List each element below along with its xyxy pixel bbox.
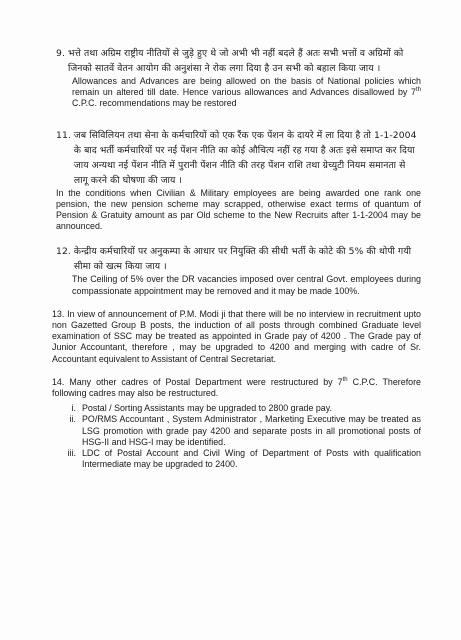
item-9-hindi-text: भत्ते तथा अग्रिम राष्ट्रीय नीतियों से जुड़े हुए थे जो अभी भी नहीं बदले हैं अतः सभी भत्तों व अग्रिमों को जिनको सातवें वेतन आयोग की अनुशंसा ने रोक लगा दिया है उन सभी को बहाल किया जाय । [67,48,404,74]
item-12 [56,244,421,296]
item-11-number: 11. [56,129,71,141]
item-9-hindi [56,46,421,76]
subitem-text: PO/RMS Accountant , System Administrator , Marketing Executive may be treated as LSG promotion with grade pay 4200 and separate posts in all promotional posts of HSG-II and HSG-I may be identified. [82,414,421,447]
item-12-english: The Ceiling of 5% over the DR vacancies imposed over central Govt. employees during compassionate appointment may be removed and it may be made 100%. [72,274,421,296]
item-12-number: 12. [56,246,71,258]
item-9-english-post: C.P.C. recommendations may be restored [72,98,237,109]
subitem-number: iii. [67,448,76,459]
item-11-english: In the conditions when Civilian & Military employees are being awarded one rank one pension, the new pension scheme may scrapped, otherwise exact terms of quantum of Pension & Gratuity amount as par Old scheme to the New Recruits after 1-1-2004 may be announced. [56,187,421,232]
item-14-text-sup: th [342,376,348,383]
item-14-subitems [58,403,421,470]
item-14 [52,377,421,471]
item-14-text [52,377,421,399]
item-12-hindi [56,244,421,274]
item-14-text-post: C.P.C. Therefore following cadres may also be restructured. [52,376,421,399]
item-11-hindi-text: जब सिविलियन तथा सेना के कर्मचारियों को एक रैंक एक पेंशन के दायरे में ला दिया है तो 1-1-2004 के बाद भर्ती कर्मचारियों पर नई पेंशन नीति का कोई औचित्य नहीं रह गया है अतः इसे समाप्त कर दिया जाय अन्यथा नई पेंशन नीति में पुरानी पेंशन नीति की तरह पेंशन राशि तथा ग्रेच्युटी नियम समानता से लागू करने की घोषणा की जाय । [73,129,417,186]
item-9 [56,46,421,110]
subitem-number: i. [71,403,76,414]
item-9-number: 9. [56,48,65,59]
item-13 [52,309,421,365]
list-item [58,448,421,470]
subitem-number: ii. [69,414,76,425]
list-item [58,414,421,448]
item-11 [56,128,421,233]
list-item [58,403,421,414]
item-14-text-pre: 14. Many other cadres of Postal Department were restructured by 7 [52,376,343,387]
item-13-text: 13. In view of announcement of P.M. Modi ji that there will be no interview in recruitment upto non Gazetted Group B posts, the induction of all posts through combined Graduate level examination of SSC may be treated as appointed in Grade pay of 4200 . The Grade pay of Junior Accountant, therefore , may be upgraded to 4200 and merging with cadre of Sr. Accountant equivalent to Assistant of Central Secretariat. [52,308,421,364]
item-12-hindi-text: केन्द्रीय कर्मचारियों पर अनुकम्पा के आधार पर नियुक्ति की सीधी भर्ती के कोटे की 5% की थोपी गयी सीमा को खत्म किया जाय । [73,246,412,273]
subitem-text: LDC of Postal Account and Civil Wing of Department of Posts with qualification Intermediate may be upgraded to 2400. [82,448,421,470]
item-9-english [56,76,421,110]
subitem-text: Postal / Sorting Assistants may be upgraded to 2800 grade pay. [82,403,332,414]
item-9-english-sup: th [415,87,421,94]
item-9-english-pre: Allowances and Advances are being allowed on the basis of National policies which remain un altered till date. Hence various allowances and Advances disallowed by 7 [72,76,421,98]
item-11-hindi [56,128,421,188]
